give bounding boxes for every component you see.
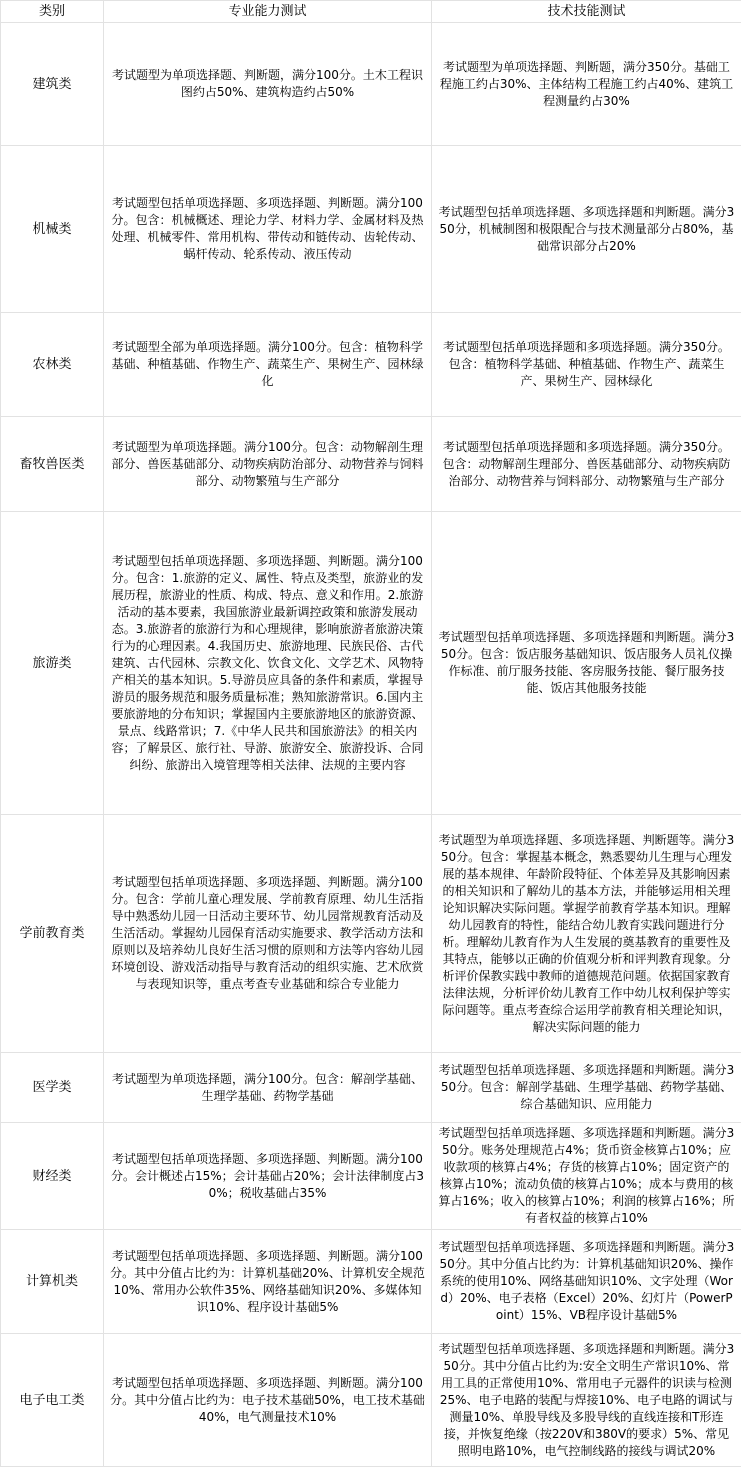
table-row (1, 1334, 741, 1467)
category-cell: 财经类 (1, 1123, 104, 1230)
table-row (1, 417, 741, 512)
table-row (1, 1123, 741, 1230)
technical-cell: 考试题型包括单项选择题、多项选择题和判断题。满分350分。其中分值占比约为：计算机基础知识20%、操作系统的使用10%、网络基础知识10%、文字处理（Word）20%、电子表格（Excel）20%、幻灯片（PowerPoint）15%、VB程序设计基础5% (432, 1230, 741, 1334)
category-cell: 畜牧兽医类 (1, 417, 104, 512)
category-cell: 机械类 (1, 146, 104, 313)
category-cell: 农林类 (1, 313, 104, 417)
professional-cell: 考试题型包括单项选择题、多项选择题、判断题。满分100分。其中分值占比约为：电子技术基础50%，电工技术基础40%，电气测量技术10% (104, 1334, 432, 1467)
professional-cell: 考试题型包括单项选择题、多项选择题、判断题。满分100分。包含：学前儿童心理发展、学前教育原理、幼儿生活指导中熟悉幼儿园一日活动主要环节、幼儿园常规教育活动及生活活动。掌握幼儿园保育活动实施要求、教学活动方法和原则以及培养幼儿良好生活习惯的原则和方法等内容幼儿园环境创设、游戏活动指导与教育活动的组织实施、艺术欣赏与表现知识等，重点考查专业基础和综合专业能力 (104, 815, 432, 1053)
professional-cell: 考试题型为单项选择题，满分100分。包含：解剖学基础、生理学基础、药物学基础 (104, 1053, 432, 1123)
professional-cell: 考试题型为单项选择题。满分100分。包含：动物解剖生理部分、兽医基础部分、动物疾病防治部分、动物营养与饲料部分、动物繁殖与生产部分 (104, 417, 432, 512)
table-row (1, 815, 741, 1053)
column-header-technical: 技术技能测试 (432, 1, 741, 23)
table-row (1, 1053, 741, 1123)
professional-cell: 考试题型包括单项选择题、多项选择题、判断题。满分100分。会计概述占15%；会计基础占20%；会计法律制度占30%；税收基础占35% (104, 1123, 432, 1230)
technical-cell: 考试题型包括单项选择题和多项选择题。满分350分。包含：动物解剖生理部分、兽医基础部分、动物疾病防治部分、动物营养与饲料部分、动物繁殖与生产部分 (432, 417, 741, 512)
technical-cell: 考试题型为单项选择题、判断题，满分350分。基础工程施工约占30%、主体结构工程施工约占40%、建筑工程测量约占30% (432, 23, 741, 146)
professional-cell: 考试题型包括单项选择题、多项选择题、判断题。满分100分。其中分值占比约为：计算机基础20%、计算机安全规范10%、常用办公软件35%、网络基础知识20%、多媒体知识10%、程序设计基础5% (104, 1230, 432, 1334)
table-row (1, 313, 741, 417)
technical-cell: 考试题型包括单项选择题、多项选择题和判断题。满分350分。账务处理规范占4%；货币资金核算占10%；应收款项的核算占4%；存货的核算占10%；固定资产的核算占10%；流动负债的核算占10%；成本与费用的核算占16%；收入的核算占10%；利润的核算占16%；所有者权益的核算占10% (432, 1123, 741, 1230)
category-cell: 建筑类 (1, 23, 104, 146)
table-row (1, 23, 741, 146)
table-row (1, 512, 741, 815)
technical-cell: 考试题型包括单项选择题和多项选择题。满分350分。包含：植物科学基础、种植基础、作物生产、蔬菜生产、果树生产、园林绿化 (432, 313, 741, 417)
column-header-professional: 专业能力测试 (104, 1, 432, 23)
professional-cell: 考试题型为单项选择题、判断题，满分100分。土木工程识图约占50%、建筑构造约占50% (104, 23, 432, 146)
technical-cell: 考试题型包括单项选择题、多项选择题和判断题。满分350分。其中分值占比约为:安全文明生产常识10%、常用工具的正常使用10%、常用电子元器件的识读与检测25%、电子电路的装配与焊接10%、电子电路的调试与测量10%、单股导线及多股导线的直线连接和T形连接，并恢复绝缘（按220V和380V的要求）5%、常见照明电路10%，电气控制线路的接线与调试20% (432, 1334, 741, 1467)
category-cell: 学前教育类 (1, 815, 104, 1053)
technical-cell: 考试题型包括单项选择题、多项选择题和判断题。满分350分。包含：解剖学基础、生理学基础、药物学基础、综合基础知识、应用能力 (432, 1053, 741, 1123)
professional-cell: 考试题型包括单项选择题、多项选择题、判断题。满分100分。包含：1.旅游的定义、属性、特点及类型，旅游业的发展历程，旅游业的性质、构成、特点、意义和作用。2.旅游活动的基本要素，我国旅游业最新调控政策和旅游发展动态。3.旅游者的旅游行为和心理规律，影响旅游者旅游决策行为的心理因素。4.我国历史、旅游地理、民族民俗、古代建筑、古代园林、宗教文化、饮食文化、文学艺术、风物特产相关的基本知识。5.导游员应具备的条件和素质，掌握导游员的服务规范和服务质量标准；熟知旅游常识。6.国内主要旅游地的分布知识；掌握国内主要旅游地区的旅游资源、景点、线路常识；7.《中华人民共和国旅游法》的相关内容；了解景区、旅行社、导游、旅游安全、旅游投诉、合同纠纷、旅游出入境管理等相关法律、法规的主要内容 (104, 512, 432, 815)
technical-cell: 考试题型包括单项选择题、多项选择题和判断题。满分350分。包含：饭店服务基础知识、饭店服务人员礼仪操作标准、前厅服务技能、客房服务技能、餐厅服务技能、饭店其他服务技能 (432, 512, 741, 815)
table-row (1, 1230, 741, 1334)
professional-cell: 考试题型全部为单项选择题。满分100分。包含：植物科学基础、种植基础、作物生产、蔬菜生产、果树生产、园林绿化 (104, 313, 432, 417)
category-cell: 医学类 (1, 1053, 104, 1123)
professional-cell: 考试题型包括单项选择题、多项选择题、判断题。满分100分。包含：机械概述、理论力学、材料力学、金属材料及热处理、机械零件、常用机构、带传动和链传动、齿轮传动、蜗杆传动、轮系传动、液压传动 (104, 146, 432, 313)
technical-cell: 考试题型为单项选择题、多项选择题、判断题等。满分350分。包含：掌握基本概念，熟悉婴幼儿生理与心理发展的基本规律、年龄阶段特征、个体差异及其影响因素的相关知识和了解幼儿的基本方法，并能够运用相关理论知识解决实际问题。掌握学前教育学基本知识。理解幼儿园教育的特性，能结合幼儿教育实践问题进行分析。理解幼儿教育作为人生发展的奠基教育的重要性及其特点，能够以正确的价值观分析和评判教育现象。分析评价保教实践中教师的道德规范问题。依据国家教育法律法规，分析评价幼儿教育工作中幼儿权利保护等实际问题等。重点考查综合运用学前教育相关理论知识，解决实际问题的能力 (432, 815, 741, 1053)
column-header-category: 类别 (1, 1, 104, 23)
table-row (1, 146, 741, 313)
category-cell: 电子电工类 (1, 1334, 104, 1467)
technical-cell: 考试题型包括单项选择题、多项选择题和判断题。满分350分，机械制图和极限配合与技术测量部分占80%，基础常识部分占20% (432, 146, 741, 313)
category-cell: 计算机类 (1, 1230, 104, 1334)
category-cell: 旅游类 (1, 512, 104, 815)
table-header-row (1, 1, 741, 23)
